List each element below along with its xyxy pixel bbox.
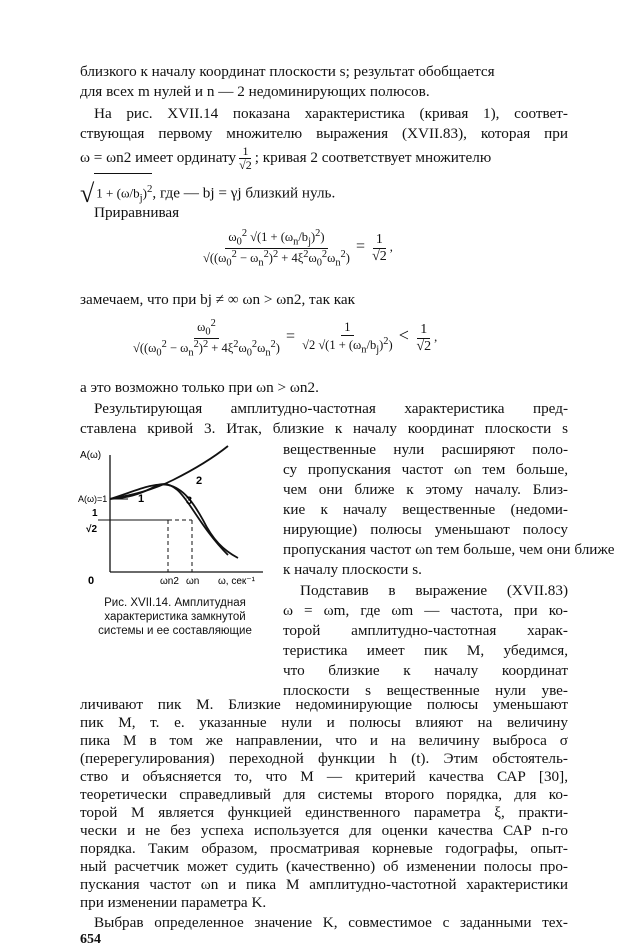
equation-2: $\frac{\omega_0^2}{√((\omega_0^2 - \omega_n^2)^2 + 4\xi^2\omega_0^2\omega_n^2)}$ = $\frac{1}{√2 √(1 + (\omega_n/b_j)^2)}$ < $\frac{1}{√2}$ , [133, 318, 438, 359]
text-line: (перерегулирования) переходной функции h (t). Этим обстоятель- [80, 750, 568, 767]
text-line: На рис. XVII.14 показана характеристика (кривая 1), соответ- [94, 105, 568, 122]
text-line: кие к началу вещественные (недоми- [283, 501, 568, 518]
equation-1: $\frac{\omega_0^2 √(1 + (\omega_n/b_j)^2)}{√((\omega_0^2 - \omega_n^2)^2 + 4\xi^2\omega_0^2\omega_n^2)}$ = $\frac{1}{√2}$ , [203, 228, 393, 269]
curve-2-label: 2 [196, 475, 203, 487]
y1-label: A(ω)=1 [78, 494, 108, 504]
amplitude-figure [78, 440, 278, 590]
figure-caption: Рис. XVII.14. Амплитудная характеристика замкнутой системы и ее составляющие [98, 597, 252, 637]
text-line: замечаем, что при bj ≠ ∞ ωn > ωn2, так как [80, 291, 356, 308]
x-label: ω, сек⁻¹ [218, 576, 255, 587]
curve-1-label: 1 [138, 493, 145, 505]
curve-3-label: 3 [186, 495, 193, 507]
text-line: что близкие к началу координат [283, 662, 568, 679]
text-line: пика M в том же направлении, что и на величину выброса σ [80, 732, 568, 749]
y-label: A(ω) [80, 450, 102, 461]
text-line: к началу плоскости s. [283, 561, 422, 578]
text-line: торой амплитудно-частотная харак- [283, 622, 568, 639]
yfrac-num: 1 [92, 508, 98, 519]
text-line: для всех m нулей и n — 2 недоминирующих полюсов. [80, 83, 430, 100]
x2-label: ωn [186, 576, 200, 587]
text-line: теристика имеет пик M, убедимся, [283, 642, 568, 659]
text-line: √ $1 + (\omega/b_j)^2$, где — bj = γj близкий нуль. [80, 173, 568, 203]
text-line: ство и объясняется то, что M — критерий качества САР [30], [80, 768, 568, 785]
text-line: при изменении параметра K. [80, 894, 267, 911]
text-line: ный расчетчик может судить (качественно) об изменении полосы про- [80, 858, 568, 875]
text-line: нирующие) полюсы уменьшают полосу [283, 521, 568, 538]
text-line: ствующая первому множителю выражения (XVII.83), которая при [80, 125, 568, 142]
text-line: пик M, т. е. указанные нули и полюсы влияют на величину [80, 714, 568, 731]
page-number: 654 [80, 932, 101, 947]
origin-label: 0 [88, 575, 95, 587]
x1-label: ωn2 [160, 576, 179, 587]
text-line: чем они ближе к этому началу. Близ- [283, 481, 568, 498]
text-line: торой M является функцией единственного параметра ξ, практи- [80, 804, 568, 821]
text-line: порядка. Таким образом, просматривая корневые годографы, опыт- [80, 840, 568, 857]
text-line: су пропускания частот ωn тем больше, [283, 461, 568, 478]
text-line: плоскости s вещественные нули уве- [283, 682, 568, 699]
text-line: пускания частот ωn и пика M амплитудно-частотной характеристики [80, 876, 568, 893]
text-line: ω = ωn2 имеет ординату $\frac{1}{√2}$ ; кривая 2 соответствует множителю [80, 144, 492, 173]
text-line: вещественные нули расширяют поло- [283, 441, 568, 458]
text-line: пропускания частот ωn тем больше, чем они ближе [283, 541, 615, 558]
text-line: а это возможно только при ωn > ωn2. [80, 379, 319, 396]
text-line: личивают пик M. Близкие недоминирующие полюсы уменьшают [80, 696, 568, 713]
text-line: чески и не без успеха используется для оценки качества САР n-го [80, 822, 568, 839]
curve-2 [110, 446, 228, 499]
text-line: теоретически справедливый для системы второго порядка, для ко- [80, 786, 568, 803]
text-line: ω = ωm, где ωm — частота, при ко- [283, 602, 568, 619]
text-line: ставлена кривой 3. Итак, близкие к началу координат плоскости s [80, 420, 568, 437]
text-line: Результирующая амплитудно-частотная характеристика пред- [94, 400, 568, 417]
yfrac-den: √2 [86, 524, 98, 535]
text-line: Подставив в выражение (XVII.83) [300, 582, 568, 599]
text-line: Приравнивая [94, 204, 180, 221]
text-line: Выбрав определенное значение K, совместимое с заданными тех- [94, 914, 568, 931]
text-line: близкого к началу координат плоскости s; результат обобщается [80, 63, 495, 80]
